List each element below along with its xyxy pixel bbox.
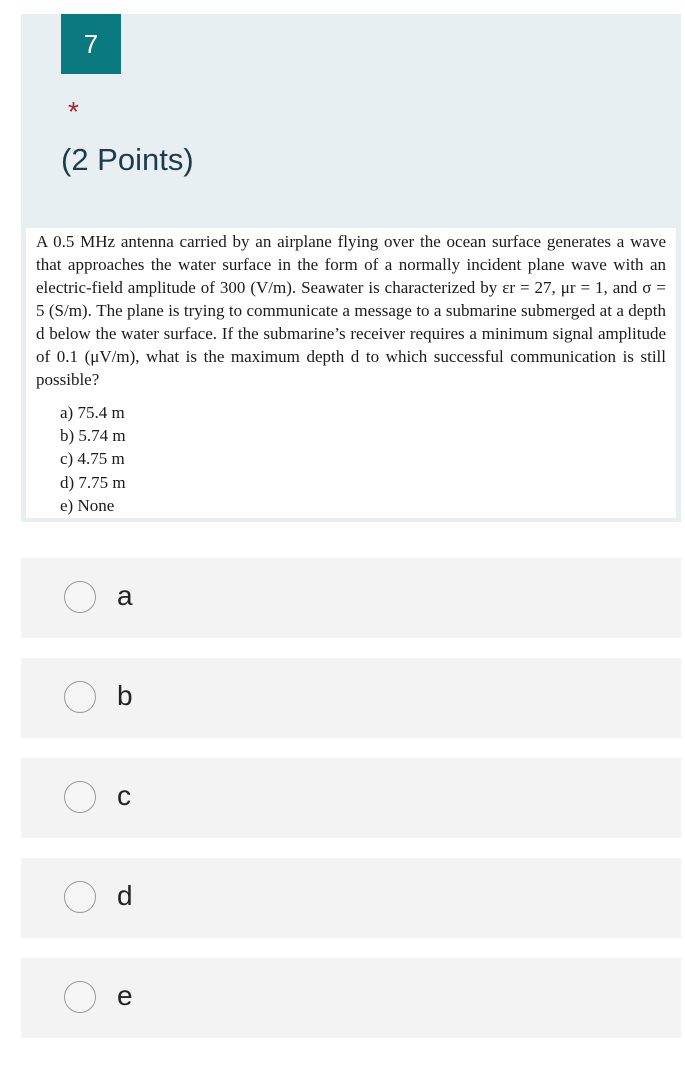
option-b[interactable] [21, 658, 681, 738]
question-points: (2 Points) [61, 142, 194, 177]
problem-image [26, 228, 676, 518]
option-c[interactable] [21, 758, 681, 838]
answer-choice: e) None [60, 495, 115, 515]
radio-button-e[interactable] [64, 981, 96, 1013]
radio-button-c[interactable] [64, 781, 96, 813]
option-d[interactable] [21, 858, 681, 938]
answer-choice: c) 4.75 m [60, 449, 125, 469]
option-label-b: b [117, 680, 133, 711]
question-number-badge [61, 14, 121, 74]
option-e[interactable] [21, 958, 681, 1038]
option-label-c: c [117, 780, 131, 811]
answer-choice: b) 5.74 m [60, 426, 126, 446]
answer-choice: a) 75.4 m [60, 403, 125, 422]
required-marker: * [68, 96, 79, 127]
question-card [21, 14, 681, 522]
option-label-d: d [117, 880, 133, 911]
radio-button-d[interactable] [64, 881, 96, 913]
option-label-a: a [117, 580, 133, 611]
radio-button-a[interactable] [64, 581, 96, 613]
option-label-e: e [117, 980, 133, 1011]
option-a[interactable] [21, 558, 681, 638]
answer-choices-list [60, 401, 666, 517]
answer-choice: d) 7.75 m [60, 472, 126, 492]
question-number: 7 [83, 28, 99, 59]
problem-text: A 0.5 MHz antenna carried by an airplane flying over the ocean surface generates a wave that approaches the water surface in the form of a normally incident plane wave with an electric-field amplitude of 300 (V/m). Seawater is characterized by εr = 27, μr = 1, and σ = 5 (S/m). The plane is trying to communicate a message to a submarine submerged at a depth d below the water surface. If the submarine’s receiver requires a minimum signal amplitude of 0.1 (μV/m), what is the maximum depth d to which successful communication is still possible? [36, 232, 666, 389]
radio-button-b[interactable] [64, 681, 96, 713]
